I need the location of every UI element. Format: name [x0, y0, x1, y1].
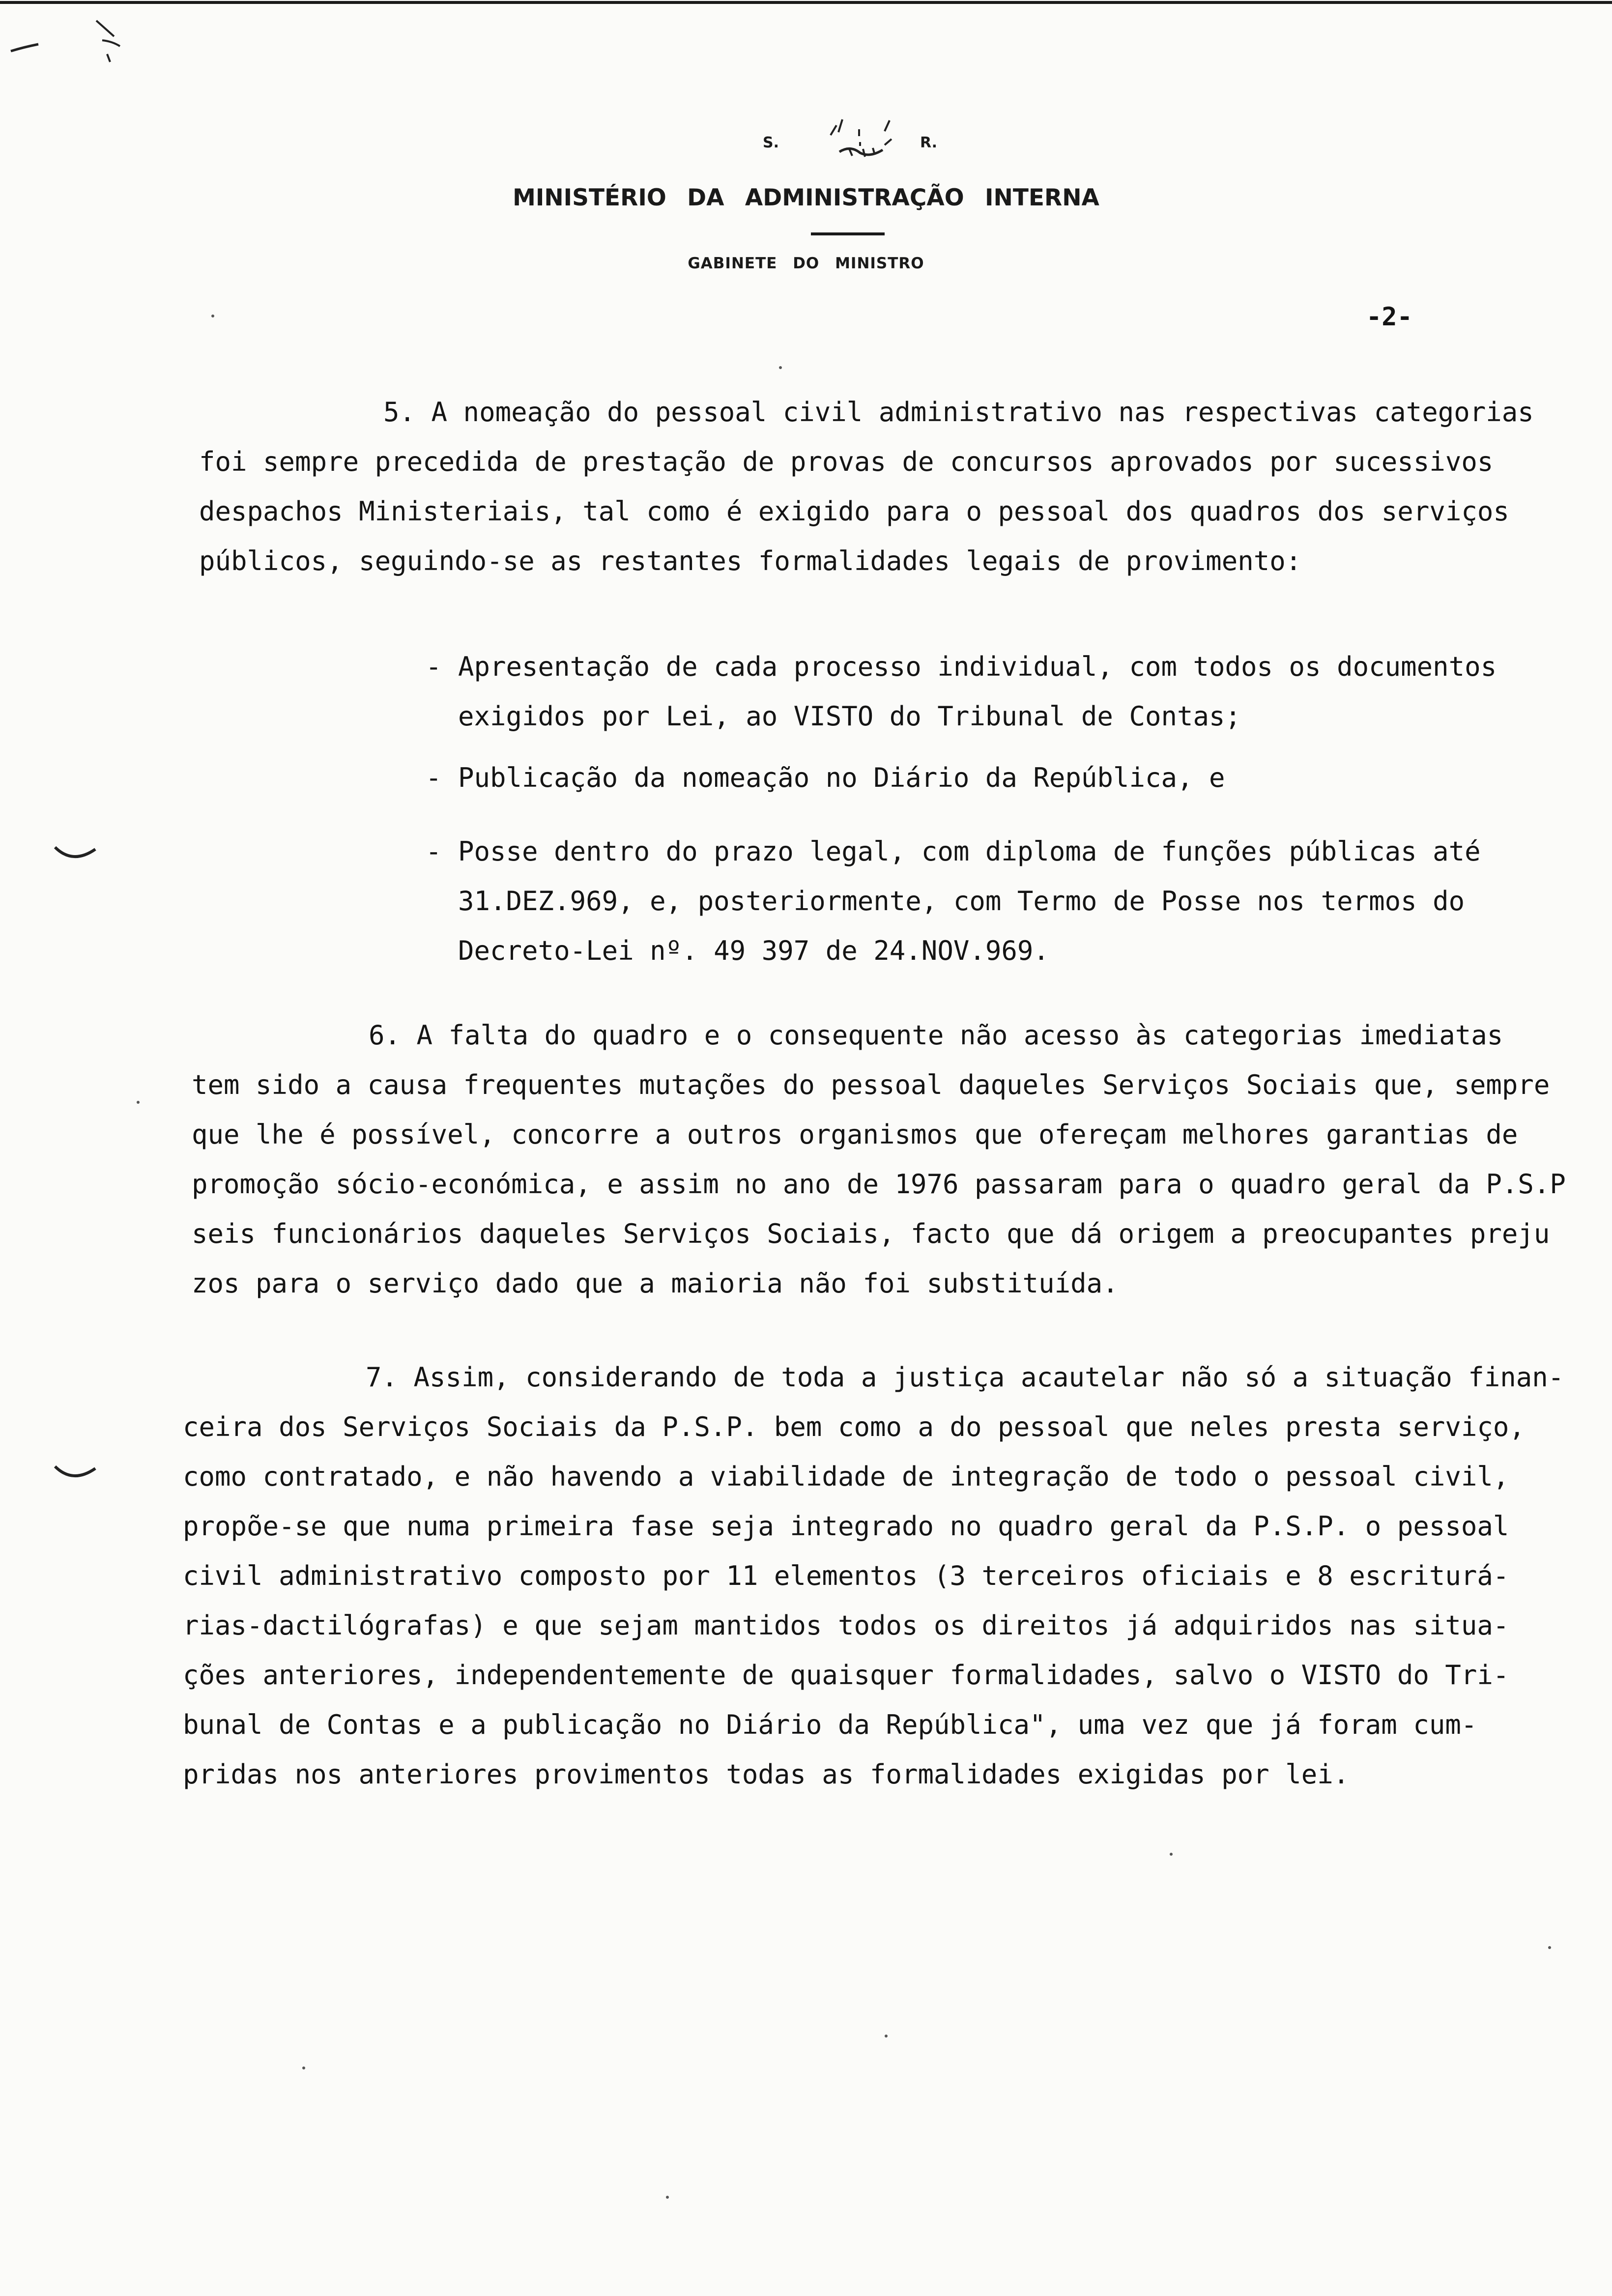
scan-speck — [137, 1101, 140, 1104]
scan-speck — [1548, 1946, 1551, 1949]
paragraph-6-line: promoção sócio-económica, e assim no ano de 1976 passaram para o quadro geral da P.S.P — [192, 1169, 1566, 1200]
scan-speck — [211, 315, 214, 317]
paragraph-5-line: 5. A nomeação do pessoal civil administrativo nas respectivas categorias — [383, 397, 1534, 428]
bullet-item-posse — [426, 827, 1481, 976]
scan-speck — [1170, 1853, 1173, 1856]
emblem-letter-r: R. — [920, 134, 938, 151]
header-divider — [811, 232, 885, 235]
bullet-dash: - — [426, 762, 442, 793]
paragraph-5-line: despachos Ministeriais, tal como é exigido para o pessoal dos quadros dos serviços — [199, 496, 1509, 527]
bullet-line: exigidos por Lei, ao VISTO do Tribunal de Contas; — [458, 701, 1241, 732]
bullet-item-visto — [426, 642, 1497, 741]
paragraph-7-line: bunal de Contas e a publicação no Diário da República", uma vez que já foram cum- — [183, 1709, 1477, 1740]
bullet-line: Apresentação de cada processo individual, com todos os documentos — [458, 651, 1497, 682]
paragraph-6 — [192, 1010, 1566, 1308]
paragraph-6-line: que lhe é possível, concorre a outros organismos que ofereçam melhores garantias de — [192, 1119, 1518, 1150]
scan-speck — [779, 366, 782, 369]
paragraph-5-line: públicos, seguindo-se as restantes formalidades legais de provimento: — [199, 545, 1302, 576]
top-border-line — [0, 1, 1612, 4]
bullet-dash: - — [426, 836, 442, 867]
paragraph-6-line: zos para o serviço dado que a maioria não foi substituída. — [192, 1268, 1119, 1299]
bullet-item-publicacao — [426, 753, 1225, 803]
paragraph-7-line: ceira dos Serviços Sociais da P.S.P. bem como a do pessoal que neles presta serviço, — [183, 1411, 1525, 1442]
bullet-line: Posse dentro do prazo legal, com diploma de funções públicas até — [458, 836, 1481, 867]
bullet-line: Publicação da nomeação no Diário da República, e — [458, 762, 1225, 793]
page-number: -2- — [1366, 302, 1412, 332]
paragraph-7-line: rias-dactilógrafas) e que sejam mantidos todos os direitos já adquiridos nas situa- — [183, 1610, 1509, 1641]
punch-hole-mark — [53, 1464, 97, 1483]
bullet-dash: - — [426, 651, 442, 682]
scan-speck — [302, 2066, 305, 2069]
paragraph-7-line: civil administrativo composto por 11 elementos (3 terceiros oficiais e 8 escriturá- — [183, 1560, 1509, 1591]
paragraph-7-line: 7. Assim, considerando de toda a justiça acautelar não só a situação finan- — [366, 1362, 1564, 1393]
paragraph-5 — [199, 387, 1534, 586]
republic-emblem — [757, 111, 973, 165]
paragraph-6-line: tem sido a causa frequentes mutações do pessoal daqueles Serviços Sociais que, sempre — [192, 1069, 1550, 1100]
punch-hole-mark — [53, 844, 97, 864]
scan-speck — [885, 2035, 888, 2038]
paragraph-7-line: como contratado, e não havendo a viabilidade de integração de todo o pessoal civil, — [183, 1461, 1509, 1492]
emblem-mark — [791, 111, 934, 165]
bullet-line: Decreto-Lei nº. 49 397 de 24.NOV.969. — [458, 935, 1049, 966]
paragraph-7-line: propõe-se que numa primeira fase seja integrado no quadro geral da P.S.P. o pessoal — [183, 1511, 1509, 1542]
corner-scribble-mark — [9, 9, 122, 68]
paragraph-7-line: pridas nos anteriores provimentos todas as formalidades exigidas por lei. — [183, 1759, 1350, 1790]
ministry-title: MINISTÉRIO DA ADMINISTRAÇÃO INTERNA — [513, 184, 1099, 211]
bullet-line: 31.DEZ.969, e, posteriormente, com Termo de Posse nos termos do — [458, 886, 1465, 917]
paragraph-7 — [183, 1352, 1564, 1799]
paragraph-5-line: foi sempre precedida de prestação de provas de concursos aprovados por sucessivos — [199, 446, 1494, 477]
emblem-letter-s: S. — [763, 134, 779, 151]
paragraph-7-line: ções anteriores, independentemente de quaisquer formalidades, salvo o VISTO do Tri- — [183, 1660, 1509, 1691]
scan-speck — [666, 2196, 669, 2199]
cabinet-subtitle: GABINETE DO MINISTRO — [688, 255, 924, 272]
paragraph-6-line: 6. A falta do quadro e o consequente não acesso às categorias imediatas — [369, 1020, 1503, 1051]
paragraph-6-line: seis funcionários daqueles Serviços Sociais, facto que dá origem a preocupantes preju — [192, 1218, 1550, 1249]
